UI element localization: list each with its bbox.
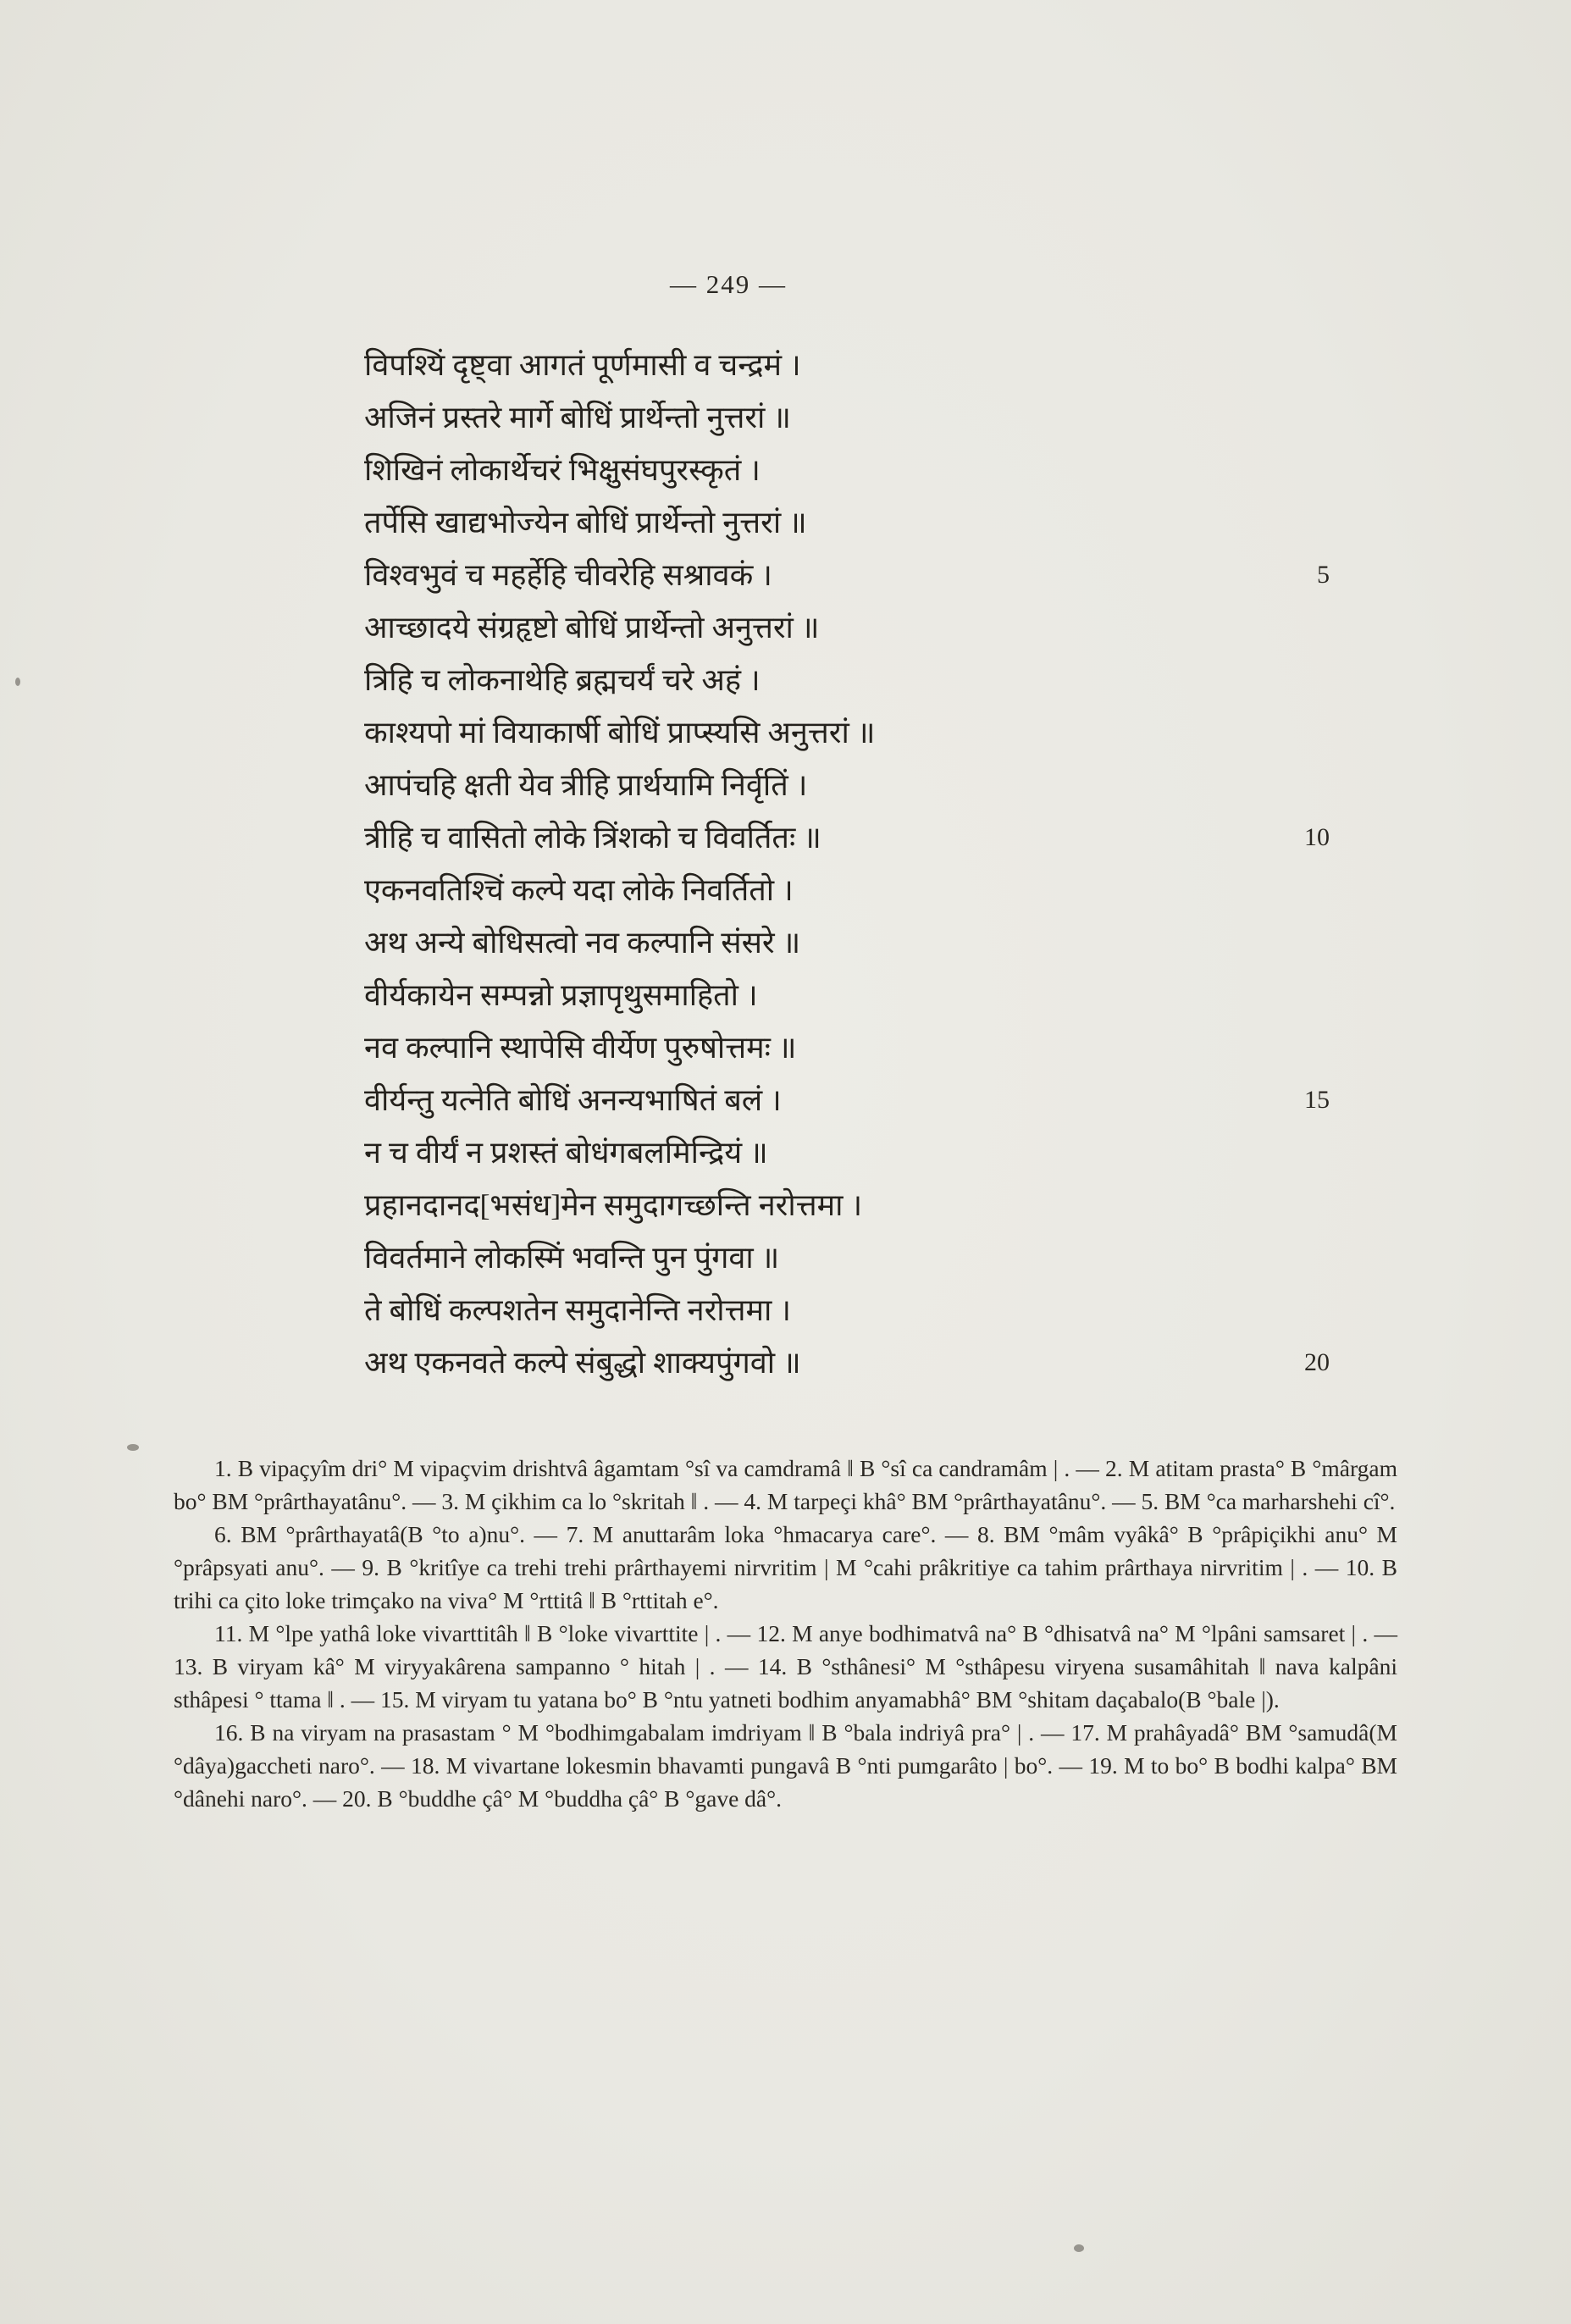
verse-text: विश्वभुवं च महर्हेहि चीवरेहि सश्रावकं । bbox=[364, 558, 772, 592]
verse-line bbox=[364, 1336, 1330, 1389]
scan-speck bbox=[1074, 2244, 1084, 2252]
line-number-marker: 5 bbox=[1317, 561, 1330, 589]
verse-text: आपंचहि क्षती येव त्रीहि प्रार्थयामि निर्वृतिं । bbox=[364, 768, 808, 802]
apparatus-paragraph: 11. M °lpe yathâ loke vivarttitâh ‖ B °loke vivarttite | . — 12. M anye bodhimatvâ na° B °dhisatvâ na° M °lpâni samsaret | . — 13. B viryam kâ° M viryyakârena sampanno ° hitah | . — 14. B °sthânesi° M °sthâpesu viryena susamâhitah ‖ nava kalpâni sthâpesi ° ttama ‖ . — 15. M viryam tu yatana bo° B °ntu yatneti bodhim anyamabhâ° BM °shitam daçabalo(B °bale |). bbox=[174, 1620, 1397, 1713]
verse-text: ते बोधिं कल्पशतेन समुदानेन्ति नरोत्तमा । bbox=[364, 1293, 792, 1327]
verse-text: नव कल्पानि स्थापेसि वीर्येण पुरुषोत्तमः ॥ bbox=[364, 1031, 797, 1065]
verse-line bbox=[364, 706, 1330, 759]
apparatus-paragraph: 1. B vipaçyîm dri° M vipaçvim drishtvâ âgamtam °sî va camdramâ ‖ B °sî ca candramâm | . — 2. M atitam prasta° B °mârgam bo° BM °prârthayatânu°. — 3. M çikhim ca lo °skritah ‖ . — 4. M tarpeçi khâ° BM °prârthayatânu°. — 5. BM °ca marharshehi cî°. bbox=[174, 1455, 1397, 1514]
verse-line bbox=[364, 1021, 1330, 1074]
verse-line bbox=[364, 1126, 1330, 1179]
verse-text: अजिनं प्रस्तरे मार्गे बोधिं प्रार्थेन्तो नुत्तरां ॥ bbox=[364, 401, 791, 434]
verse-text: वीर्यन्तु यत्नेति बोधिं अनन्यभाषितं बलं । bbox=[364, 1083, 782, 1117]
apparatus-paragraph: 16. B na viryam na prasastam ° M °bodhimgabalam imdriyam ‖ B °bala indriyâ pra° | . — 17. M prahâyadâ° BM °samudâ(M °dâya)gaccheti naro°. — 18. M vivartane lokesmin bhavamti pungavâ B °nti pumgarâto | bo°. — 19. M to bo° B bodhi kalpa° BM °dânehi naro°. — 20. B °buddhe çâ° M °buddha çâ° B °gave dâ°. bbox=[174, 1719, 1397, 1812]
verse-text: प्रहानदानद[भसंध]मेन समुदागच्छन्ति नरोत्तमा । bbox=[364, 1188, 863, 1222]
verse-text: तर्पेसि खाद्यभोज्येन बोधिं प्रार्थेन्तो नुत्तरां ॥ bbox=[364, 506, 807, 540]
verse-line bbox=[364, 444, 1330, 496]
verse-line bbox=[364, 969, 1330, 1021]
verse-text: न च वीर्यं न प्रशस्तं बोधंगबलमिन्द्रियं ॥ bbox=[364, 1136, 768, 1170]
verse-line bbox=[364, 1074, 1330, 1126]
verse-text: काश्यपो मां वियाकार्षी बोधिं प्राप्स्यसि अनुत्तरां ॥ bbox=[364, 716, 876, 750]
verse-line bbox=[364, 864, 1330, 916]
verse-line bbox=[364, 601, 1330, 654]
verse-text: विवर्तमाने लोकस्मिं भवन्ति पुन पुंगवा ॥ bbox=[364, 1241, 780, 1275]
line-number-marker: 15 bbox=[1304, 1086, 1330, 1114]
page-number: — 249 — bbox=[670, 269, 787, 299]
verse-line bbox=[364, 1284, 1330, 1336]
verse-text: त्रीहि च वासितो लोके त्रिंशको च विवर्तितः ॥ bbox=[364, 821, 821, 855]
verse-line bbox=[364, 549, 1330, 601]
verse-text: आच्छादये संग्रहृष्टो बोधिं प्रार्थेन्तो अनुत्तरां ॥ bbox=[364, 611, 820, 645]
verse-text: त्रिहि च लोकनाथेहि ब्रह्मचर्यं चरे अहं । bbox=[364, 663, 761, 697]
verse-line bbox=[364, 759, 1330, 811]
verse-text: विपश्यिं दृष्ट्वा आगतं पूर्णमासी व चन्द्रमं । bbox=[364, 348, 801, 382]
verse-line bbox=[364, 391, 1330, 444]
verse-line bbox=[364, 1179, 1330, 1231]
verse-text: अथ अन्ये बोधिसत्वो नव कल्पानि संसरे ॥ bbox=[364, 926, 801, 960]
verse-text: अथ एकनवते कल्पे संबुद्धो शाक्यपुंगवो ॥ bbox=[364, 1346, 801, 1380]
verse-text: वीर्यकायेन सम्पन्नो प्रज्ञापृथुसमाहितो । bbox=[364, 978, 758, 1012]
line-number-marker: 10 bbox=[1304, 823, 1330, 851]
verse-line bbox=[364, 811, 1330, 864]
line-number-marker: 20 bbox=[1304, 1348, 1330, 1376]
verse-line bbox=[364, 654, 1330, 706]
devanagari-verse-block bbox=[364, 339, 1330, 1389]
apparatus-paragraph: 6. BM °prârthayatâ(B °to a)nu°. — 7. M anuttarâm loka °hmacarya care°. — 8. BM °mâm vyâkâ° B °prâpiçikhi anu° M °prâpsyati anu°. — 9. B °kritîye ca trehi trehi prârthayemi nirvritim | M °cahi prâkritiye ca tahim prârthaya nirvritim | . — 10. B trihi ca çito loke trimçako na viva° M °rttitâ ‖ B °rttitah e°. bbox=[174, 1521, 1397, 1613]
scan-speck bbox=[127, 1444, 139, 1451]
verse-text: शिखिनं लोकार्थेचरं भिक्षुसंघपुरस्कृतं । bbox=[364, 453, 761, 487]
verse-line bbox=[364, 1231, 1330, 1284]
verse-text: एकनवतिश्चिं कल्पे यदा लोके निवर्तितो । bbox=[364, 873, 794, 907]
scan-speck bbox=[15, 678, 20, 686]
verse-line bbox=[364, 916, 1330, 969]
critical-apparatus bbox=[174, 1452, 1397, 1815]
verse-line bbox=[364, 496, 1330, 549]
verse-line bbox=[364, 339, 1330, 391]
